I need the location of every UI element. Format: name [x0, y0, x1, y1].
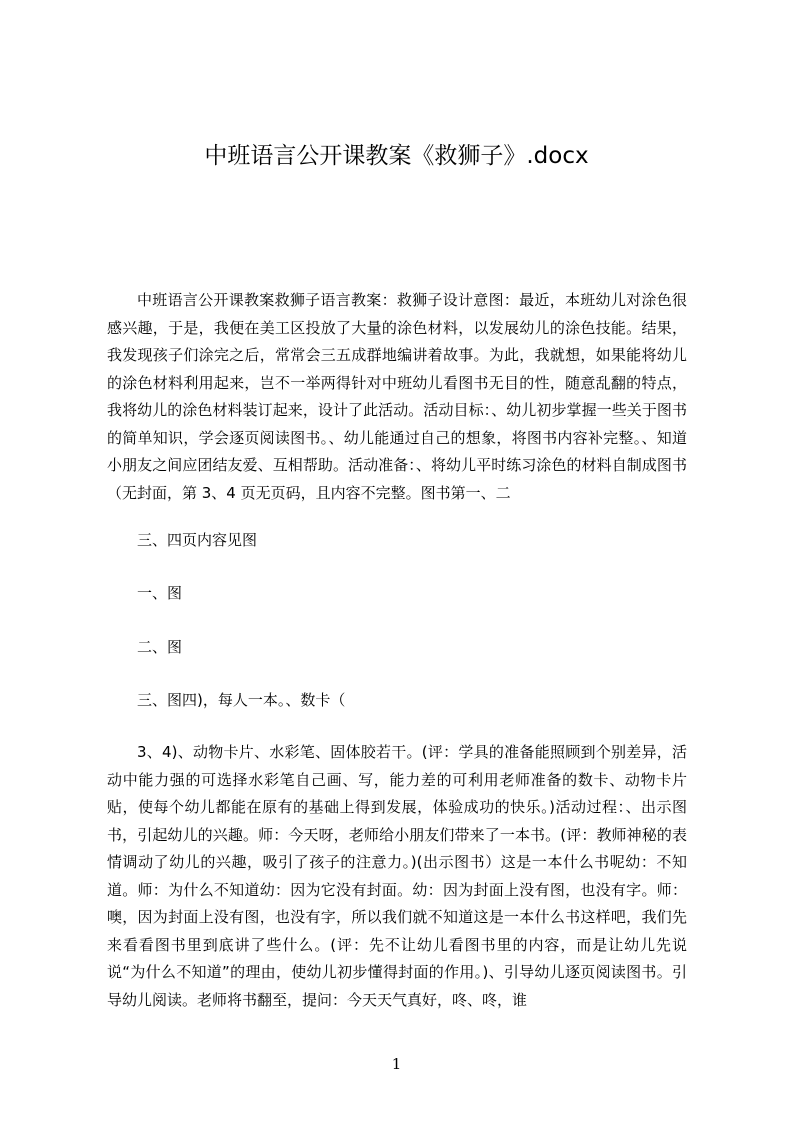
paragraph-figure-three: 三、图四)，每人一本。、数卡（ — [137, 691, 346, 709]
document-title: 中班语言公开课教案《救狮子》.docx — [204, 143, 589, 169]
paragraph-figure-one: 一、图 — [137, 584, 183, 602]
paragraph-activity-process: 3、4)、动物卡片、水彩笔、固体胶若干。(评：学具的准备能照顾到个别差异，活动中能力强的可选择水彩笔自己画、写，能力差的可利用老师准备的数卡、动物卡片贴，使每个幼儿都能在原有的基础上得到发展，体验成功的快乐。)活动过程：、出示图书，引起幼儿的兴趣。师：今天呀，老师给小朋友们带来了一本书。(评：教师神秘的表情调动了幼儿的兴趣，吸引了孩子的注意力。)(出示图书）这是一本什么书呢幼：不知道。师：为什么不知道幼：因为它没有封面。幼：因为封面上没有图，也没有字。师：噢，因为封面上没有图，也没有字，所以我们就不知道这是一本什么书这样吧，我们先来看看图书里到底讲了些什么。(评：先不让幼儿看图书里的内容，而是让幼儿先说说“为什么不知道”的理由，使幼儿初步懂得封面的作用。)、引导幼儿逐页阅读图书。引导幼儿阅读。老师将书翻至，提问：今天天气真好，咚、咚，谁 — [107, 743, 687, 1009]
paragraph-pages-three-four: 三、四页内容见图 — [137, 531, 258, 549]
paragraph-intro: 中班语言公开课教案救狮子语言教案：救狮子设计意图：最近，本班幼儿对涂色很感兴趣，于是，我便在美工区投放了大量的涂色材料，以发展幼儿的涂色技能。结果，我发现孩子们涂完之后，常常会三五成群地编讲着故事。为此，我就想，如果能将幼儿的涂色材料利用起来，岂不一举两得针对中班幼儿看图书无目的性，随意乱翻的特点，我将幼儿的涂色材料装订起来，设计了此活动。活动目标：、幼儿初步掌握一些关于图书的简单知识，学会逐页阅读图书。、幼儿能通过自己的想象，将图书内容补完整。、知道小朋友之间应团结友爱、互相帮助。活动准备：、将幼儿平时练习涂色的材料自制成图书（无封面，第 3、4 页无页码，且内容不完整。图书第一、二 — [107, 291, 687, 502]
page-number: 1 — [391, 1055, 402, 1073]
paragraph-figure-two: 二、图 — [137, 638, 183, 656]
